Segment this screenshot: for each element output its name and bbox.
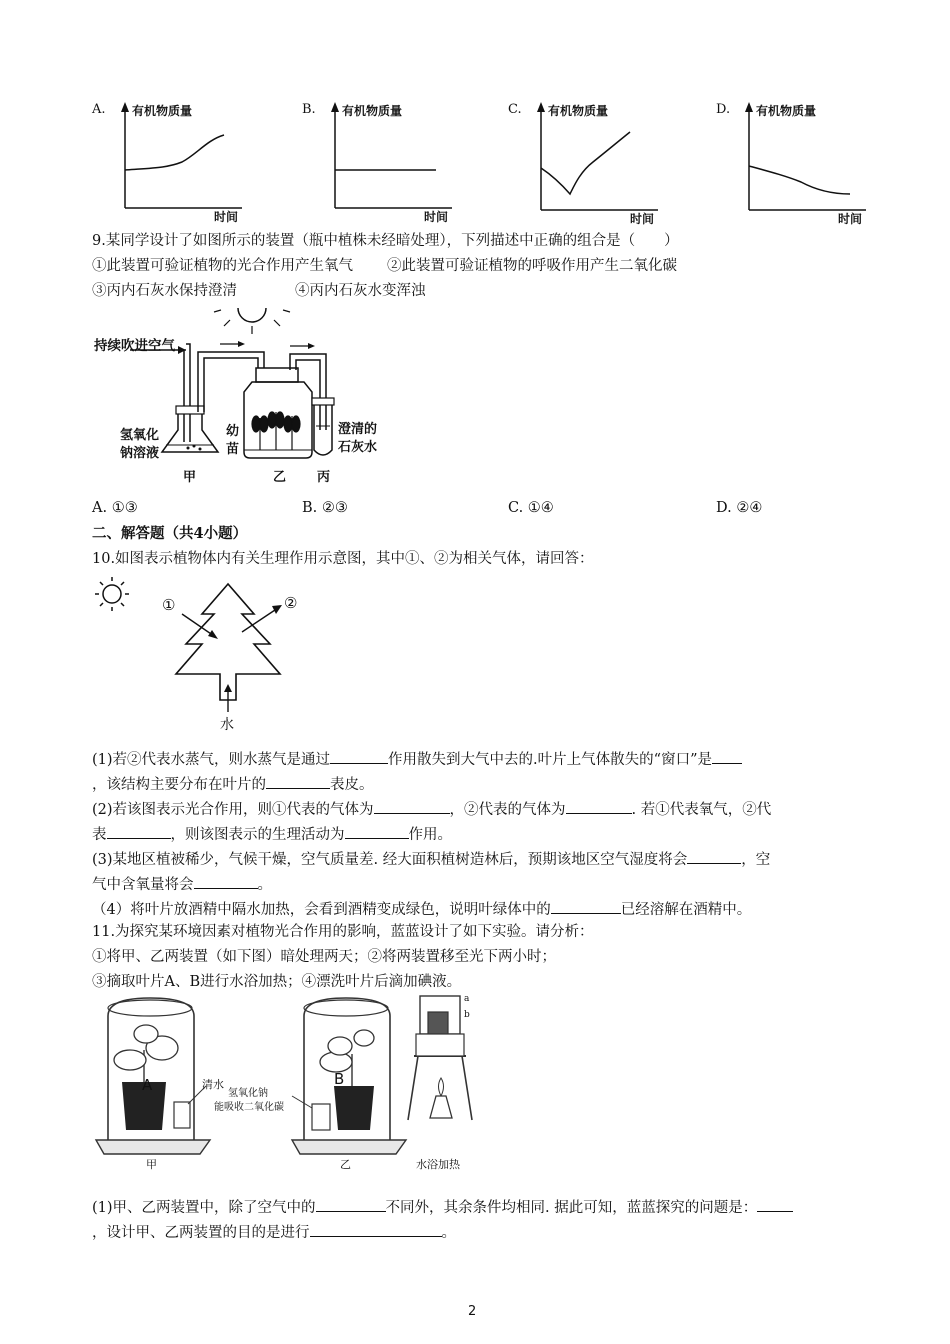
text: ，则该图表示的生理活动为	[170, 827, 345, 843]
q9-statement-1: ①此装置可验证植物的光合作用产生氧气	[92, 258, 353, 274]
q10-tree-figure	[90, 572, 320, 742]
option-letter: A.	[92, 102, 106, 117]
x-axis-label: 时间	[838, 212, 863, 226]
q9-stem: 9.某同学设计了如图所示的装置（瓶中植株未经暗处理），下列描述中正确的组合是（ ）	[92, 233, 679, 249]
text: ，②代表的气体为	[449, 802, 566, 818]
answer-blank[interactable]	[310, 1222, 442, 1237]
option-letter: C.	[508, 102, 522, 117]
water-label: 水	[220, 717, 234, 733]
text: 。	[441, 1225, 456, 1241]
x-axis-label: 时间	[424, 210, 449, 224]
label-b: b	[464, 1010, 470, 1020]
q9-option-a[interactable]: A. ①③	[92, 500, 138, 516]
answer-blank[interactable]	[687, 849, 741, 864]
graph-d-curve	[716, 98, 916, 228]
label-yi: 乙	[273, 470, 287, 485]
q9-option-c[interactable]: C. ①④	[508, 500, 554, 516]
q11-part1-line1	[92, 1197, 793, 1218]
text: 不同外，其余条件均相同. 据此可知，蓝蓝探究的问题是：	[385, 1200, 758, 1216]
page-number: 2	[468, 1304, 477, 1319]
text: (1)若②代表水蒸气，则水蒸气是通过	[92, 752, 331, 768]
answer-blank[interactable]	[551, 899, 621, 914]
q10-part4	[92, 899, 751, 920]
text: (2)若该图表示光合作用，则①代表的气体为	[92, 802, 374, 818]
text: 。	[257, 877, 272, 893]
text: ，该结构主要分布在叶片的	[92, 777, 266, 793]
q11-part1-line2	[92, 1222, 456, 1243]
q9-statements-line1	[92, 256, 677, 276]
q10-part3-line1	[92, 849, 770, 870]
label-naoh-2: 钠溶液	[120, 446, 160, 461]
gas-1-label: ①	[162, 596, 176, 614]
text: 气中含氧量将会	[92, 877, 194, 893]
answer-blank[interactable]	[316, 1197, 386, 1212]
water-bath-label: 水浴加热	[416, 1158, 460, 1171]
q11-experiment-figure	[90, 990, 490, 1175]
q9-apparatus-figure	[90, 300, 390, 490]
answer-blank[interactable]	[374, 799, 450, 814]
answer-blank[interactable]	[266, 774, 330, 789]
q10-part1-line1	[92, 749, 742, 770]
label-jia: 甲	[146, 1158, 157, 1171]
graph-b-curve	[302, 98, 502, 228]
label-air-in: 持续吹进空气	[94, 338, 175, 354]
gas-2-label: ②	[284, 594, 298, 612]
label-limewater-2: 石灰水	[338, 440, 378, 455]
y-axis-label: 有机物质量	[756, 104, 817, 118]
q9-statement-2: ②此装置可验证植物的呼吸作用产生二氧化碳	[387, 258, 677, 274]
clear-water-label: 清水	[202, 1078, 224, 1091]
q9-option-d[interactable]: D. ②④	[716, 500, 763, 516]
answer-blank[interactable]	[107, 824, 171, 839]
q11-stem: 11.为探究某环境因素对植物光合作用的影响，蓝蓝设计了如下实验。请分析：	[92, 924, 594, 940]
q10-part2-line2	[92, 824, 452, 845]
y-axis-label: 有机物质量	[342, 104, 403, 118]
answer-blank[interactable]	[566, 799, 632, 814]
y-axis-label: 有机物质量	[548, 104, 609, 118]
text: 作用散失到大气中去的.叶片上气体散失的“窗口”是	[388, 752, 712, 768]
q10-part2-line1	[92, 799, 771, 820]
text: ，设计甲、乙两装置的目的是进行	[92, 1225, 310, 1241]
text: 作用。	[408, 827, 452, 843]
answer-blank[interactable]	[345, 824, 409, 839]
label-naoh-1: 氢氧化	[120, 428, 160, 443]
text: 表皮。	[330, 777, 374, 793]
apparatus-drawing	[90, 300, 390, 490]
answer-blank[interactable]	[757, 1197, 793, 1212]
label-seedling-2: 苗	[226, 442, 240, 457]
text: ，空	[741, 852, 771, 868]
y-axis-label: 有机物质量	[132, 104, 193, 118]
text: . 若①代表氧气，②代	[631, 802, 772, 818]
label-bing: 丙	[317, 470, 331, 485]
naoh-label-1: 氢氧化钠	[228, 1088, 268, 1099]
q11-step-line2: ③摘取叶片A、B进行水浴加热；④漂洗叶片后滴加碘液。	[92, 974, 462, 990]
option-letter: B.	[302, 102, 316, 117]
label-a: a	[464, 994, 470, 1004]
q10-part3-line2	[92, 874, 272, 895]
graph-c-curve	[508, 98, 708, 228]
answer-blank[interactable]	[712, 749, 742, 764]
text: (1)甲、乙两装置中，除了空气中的	[92, 1200, 316, 1216]
x-axis-label: 时间	[630, 212, 655, 226]
label-seedling-1: 幼	[226, 424, 240, 439]
label-yi: 乙	[340, 1158, 351, 1171]
leaf-a-label: A	[142, 1076, 153, 1094]
graph-a	[92, 98, 292, 228]
naoh-label-2: 能吸收二氧化碳	[214, 1102, 284, 1113]
graph-d	[716, 98, 916, 228]
leaf-b-label: B	[334, 1070, 345, 1088]
q10-stem: 10.如图表示植物体内有关生理作用示意图，其中①、②为相关气体，请回答：	[92, 551, 594, 567]
q9-statement-3: ③丙内石灰水保持澄清	[92, 283, 237, 299]
option-letter: D.	[716, 102, 731, 117]
q11-step-line1: ①将甲、乙两装置（如下图）暗处理两天；②将两装置移至光下两小时；	[92, 949, 556, 965]
answer-blank[interactable]	[194, 874, 258, 889]
section-heading: 二、解答题（共4小题）	[92, 525, 248, 542]
text: 已经溶解在酒精中。	[620, 902, 752, 918]
text: 表	[92, 827, 107, 843]
q9-option-b[interactable]: B. ②③	[302, 500, 348, 516]
graph-b	[302, 98, 502, 228]
q9-statement-4: ④丙内石灰水变浑浊	[295, 283, 426, 299]
label-jia: 甲	[183, 470, 197, 485]
graph-c	[508, 98, 708, 228]
graph-a-curve	[92, 98, 292, 228]
answer-blank[interactable]	[330, 749, 388, 764]
q9-statements-line2	[92, 281, 426, 301]
label-limewater-1: 澄清的	[338, 422, 378, 437]
text: (3)某地区植被稀少，气候干燥，空气质量差. 经大面积植树造林后，预期该地区空气湿度将会	[92, 852, 688, 868]
x-axis-label: 时间	[214, 210, 239, 224]
q10-part1-line2	[92, 774, 374, 795]
text: （4）将叶片放酒精中隔水加热，会看到酒精变成绿色，说明叶绿体中的	[92, 902, 551, 918]
